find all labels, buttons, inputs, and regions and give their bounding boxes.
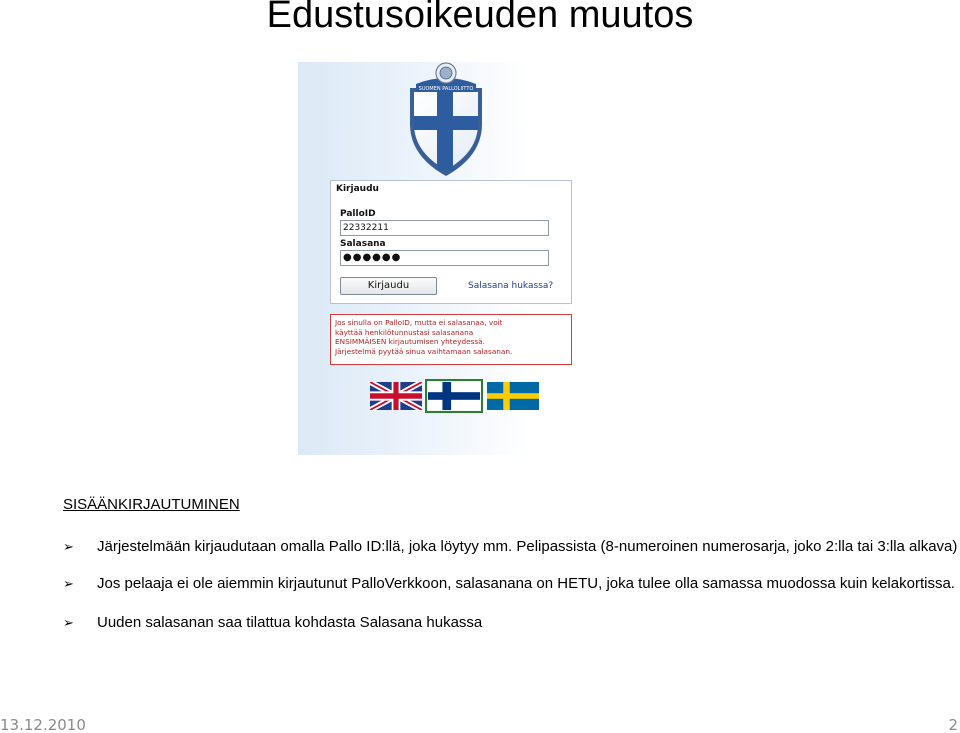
notice-line: Jos sinulla on PalloID, mutta ei salasanaa, voit	[335, 318, 503, 327]
list-item	[63, 537, 958, 556]
login-screenshot	[298, 62, 608, 455]
login-form	[330, 180, 572, 304]
finland-flag-icon[interactable]	[425, 379, 483, 413]
slide-title: Edustusoikeuden muutos	[266, 0, 694, 36]
notice-line: ENSIMMÄISEN kirjautumisen yhteydessä.	[335, 337, 485, 347]
arrow-bullet-icon: ➢	[63, 539, 74, 554]
bullet-text: Järjestelmään kirjaudutaan omalla Pallo ID:llä, joka löytyy mm. Pelipassista (8-numeroinen numerosarja, joko 2:lla tai 3:lla alkava)	[97, 538, 958, 555]
section-heading: SISÄÄNKIRJAUTUMINEN	[63, 496, 240, 513]
list-item	[63, 574, 958, 593]
forgot-password-link[interactable]: Salasana hukassa?	[468, 281, 554, 291]
bullet-list	[63, 537, 958, 632]
bullet-text: Uuden salasanan saa tilattua kohdasta Salasana hukassa	[97, 614, 483, 631]
list-item	[63, 613, 958, 632]
palloid-label: PalloID	[340, 209, 376, 219]
notice-line: käyttää henkilötunnustasi salasanana	[335, 327, 474, 337]
arrow-bullet-icon: ➢	[63, 615, 74, 630]
palloid-input[interactable]: 22332211	[340, 220, 549, 236]
login-header: Kirjaudu	[336, 184, 379, 194]
bullet-text: Jos pelaaja ei ole aiemmin kirjautunut PalloVerkkoon, salasanana on HETU, joka tulee olla samassa muodossa kuin kelakortissa.	[97, 575, 955, 592]
page-number: 2	[948, 716, 958, 733]
notice-line: Järjestelmä pyytää sinua vaihtamaan salasanan.	[335, 346, 513, 356]
sweden-flag-icon[interactable]	[487, 382, 539, 410]
password-input[interactable]: ●●●●●●	[340, 250, 549, 266]
login-button[interactable]: Kirjaudu	[340, 277, 437, 295]
palloliitto-crest-icon	[404, 62, 488, 178]
crest-text: SUOMEN PALLOLIITTO	[418, 86, 474, 92]
password-label: Salasana	[340, 239, 386, 249]
footer-date: 13.12.2010	[0, 716, 86, 733]
uk-flag-icon[interactable]	[370, 382, 422, 410]
arrow-bullet-icon: ➢	[63, 576, 74, 591]
notice-box	[330, 314, 572, 365]
